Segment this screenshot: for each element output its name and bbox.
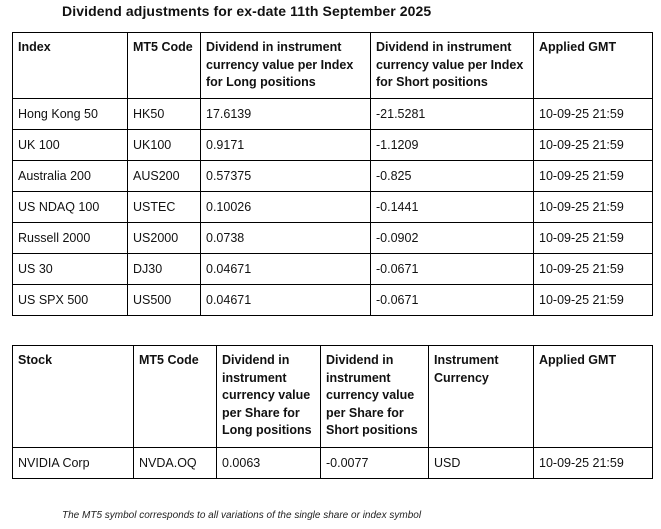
- header-dividend-long: Dividend in instrument currency value per Index for Long positions: [201, 33, 371, 99]
- header-dividend-short: Dividend in instrument currency value per Share for Short positions: [321, 346, 429, 448]
- cell-index: US NDAQ 100: [13, 192, 128, 223]
- table-row: [13, 254, 653, 285]
- cell-mt5-code: HK50: [128, 99, 201, 130]
- cell-mt5-code: US500: [128, 285, 201, 316]
- header-applied-gmt: Applied GMT: [534, 33, 653, 99]
- cell-index: Russell 2000: [13, 223, 128, 254]
- cell-dividend-long: 0.9171: [201, 130, 371, 161]
- table-row: [13, 130, 653, 161]
- cell-dividend-short: -21.5281: [371, 99, 534, 130]
- table-row: [13, 448, 653, 479]
- footnote: The MT5 symbol corresponds to all variations of the single share or index symbol: [62, 510, 422, 521]
- cell-dividend-short: -0.0671: [371, 254, 534, 285]
- cell-applied-gmt: 10-09-25 21:59: [534, 223, 653, 254]
- cell-index: Australia 200: [13, 161, 128, 192]
- cell-index: US 30: [13, 254, 128, 285]
- header-instrument-currency: Instrument Currency: [429, 346, 534, 448]
- cell-mt5-code: USTEC: [128, 192, 201, 223]
- cell-dividend-long: 17.6139: [201, 99, 371, 130]
- table-row: [13, 285, 653, 316]
- cell-stock: NVIDIA Corp: [13, 448, 134, 479]
- cell-mt5-code: NVDA.OQ: [134, 448, 217, 479]
- cell-dividend-short: -0.0077: [321, 448, 429, 479]
- table-row: [13, 223, 653, 254]
- cell-index: US SPX 500: [13, 285, 128, 316]
- table-row: [13, 99, 653, 130]
- header-index: Index: [13, 33, 128, 99]
- cell-dividend-long: 0.04671: [201, 285, 371, 316]
- header-dividend-short: Dividend in instrument currency value per Index for Short positions: [371, 33, 534, 99]
- cell-mt5-code: UK100: [128, 130, 201, 161]
- header-mt5-code: MT5 Code: [134, 346, 217, 448]
- cell-mt5-code: AUS200: [128, 161, 201, 192]
- header-dividend-long: Dividend in instrument currency value per Share for Long positions: [217, 346, 321, 448]
- cell-dividend-long: 0.0738: [201, 223, 371, 254]
- table-row: [13, 161, 653, 192]
- cell-dividend-short: -0.0902: [371, 223, 534, 254]
- cell-dividend-short: -0.825: [371, 161, 534, 192]
- cell-applied-gmt: 10-09-25 21:59: [534, 99, 653, 130]
- cell-mt5-code: US2000: [128, 223, 201, 254]
- page-title: Dividend adjustments for ex-date 11th September 2025: [62, 3, 432, 19]
- cell-instrument-currency: USD: [429, 448, 534, 479]
- cell-applied-gmt: 10-09-25 21:59: [534, 192, 653, 223]
- cell-applied-gmt: 10-09-25 21:59: [534, 448, 653, 479]
- cell-mt5-code: DJ30: [128, 254, 201, 285]
- cell-applied-gmt: 10-09-25 21:59: [534, 130, 653, 161]
- cell-index: UK 100: [13, 130, 128, 161]
- cell-dividend-long: 0.0063: [217, 448, 321, 479]
- cell-dividend-short: -1.1209: [371, 130, 534, 161]
- cell-dividend-short: -0.1441: [371, 192, 534, 223]
- cell-index: Hong Kong 50: [13, 99, 128, 130]
- cell-dividend-long: 0.10026: [201, 192, 371, 223]
- cell-applied-gmt: 10-09-25 21:59: [534, 285, 653, 316]
- stock-dividend-table: [12, 345, 653, 479]
- cell-applied-gmt: 10-09-25 21:59: [534, 161, 653, 192]
- header-mt5-code: MT5 Code: [128, 33, 201, 99]
- cell-dividend-long: 0.57375: [201, 161, 371, 192]
- header-applied-gmt: Applied GMT: [534, 346, 653, 448]
- cell-applied-gmt: 10-09-25 21:59: [534, 254, 653, 285]
- index-dividend-table: [12, 32, 653, 316]
- cell-dividend-long: 0.04671: [201, 254, 371, 285]
- cell-dividend-short: -0.0671: [371, 285, 534, 316]
- table-header-row: [13, 346, 653, 448]
- header-stock: Stock: [13, 346, 134, 448]
- table-header-row: [13, 33, 653, 99]
- table-row: [13, 192, 653, 223]
